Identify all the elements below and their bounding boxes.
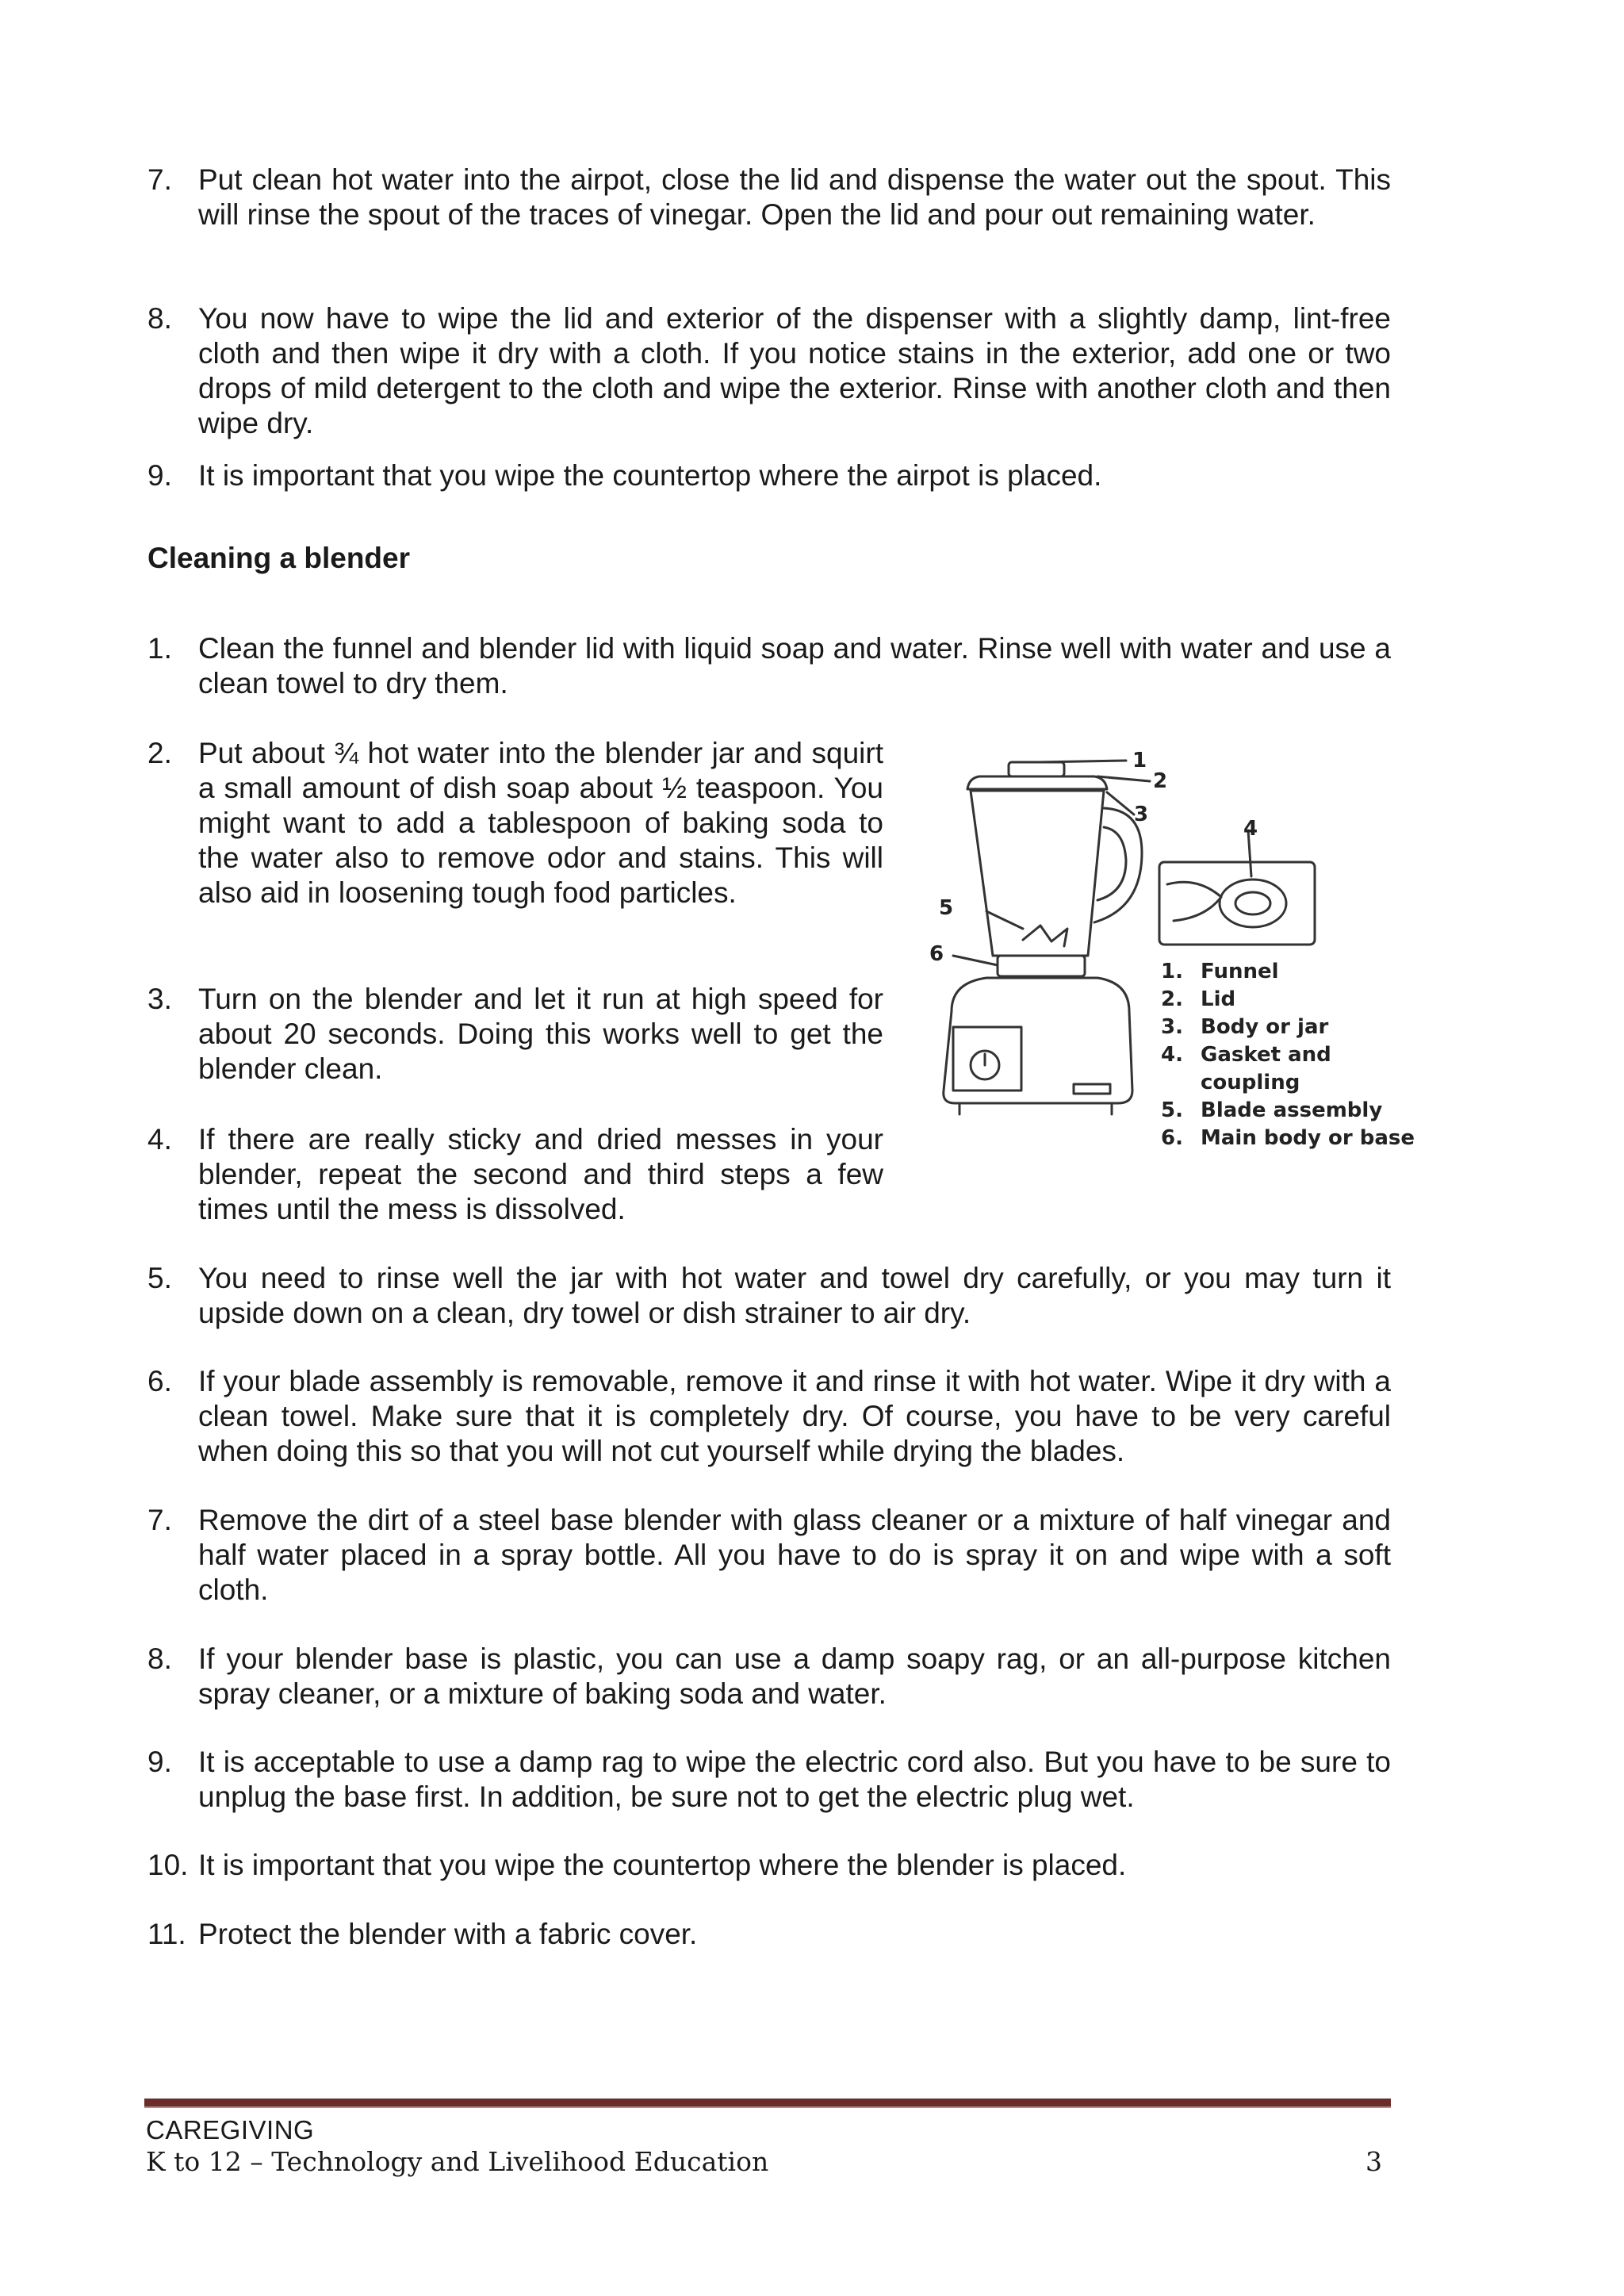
step-text: Protect the blender with a fabric cover. [198, 1918, 698, 1950]
step-number: 5. [147, 1262, 172, 1294]
step-number: 3. [147, 983, 172, 1015]
blender-step-6 [147, 1364, 1391, 1469]
legend-number: 5. [1161, 1098, 1183, 1122]
airpot-step-9 [147, 458, 1391, 493]
jar-handle-inner-shape [1097, 827, 1126, 900]
step-text: If there are really sticky and dried messes in your blender, repeat the second and third steps a few times until the mess is dissolved. [198, 1123, 883, 1225]
step-number: 8. [147, 302, 172, 335]
blender-step-7 [147, 1503, 1391, 1608]
step-number: 6. [147, 1365, 172, 1397]
step-number: 2. [147, 737, 172, 769]
step-text: If your blender base is plastic, you can use a damp soapy rag, or an all-purpose kitchen spray cleaner, or a mixture of baking soda and water. [198, 1642, 1391, 1710]
gasket-shape [1220, 880, 1286, 927]
legend-number: 4. [1161, 1043, 1183, 1067]
legend-label: Blade assembly [1201, 1098, 1383, 1122]
gasket-inset-shape [1159, 862, 1315, 945]
step-number: 10. [147, 1849, 189, 1881]
funnel-shape [1009, 762, 1064, 776]
blender-step-1 [147, 631, 1391, 701]
step-number: 4. [147, 1123, 172, 1156]
legend-label: Lid [1201, 987, 1236, 1011]
section-heading: Cleaning a blender [147, 542, 411, 574]
step-text: Remove the dirt of a steel base blender with glass cleaner or a mixture of half vinegar and half water placed in a spray bottle. All you have to do is spray it on and wipe with a soft cloth. [198, 1504, 1391, 1606]
blender-step-9 [147, 1745, 1391, 1815]
step-text: You need to rinse well the jar with hot water and towel dry carefully, or you may turn it upside down on a clean, dry towel or dish strainer to air dry. [198, 1262, 1391, 1329]
footer-divider [144, 2099, 1391, 2108]
legend-number: 2. [1161, 987, 1183, 1011]
callout-4: 4 [1243, 817, 1258, 841]
page-number: 3 [1365, 2146, 1382, 2177]
blender-step-10 [147, 1848, 1391, 1883]
blender-step-2 [147, 736, 883, 910]
callout-5: 5 [939, 896, 954, 920]
coupling-shape [998, 956, 1085, 976]
blender-step-5 [147, 1261, 1391, 1331]
callout-6: 6 [929, 942, 944, 966]
legend-item [1161, 986, 1415, 1014]
step-number: 11. [147, 1918, 186, 1950]
step-text: It is acceptable to use a damp rag to wipe the electric cord also. But you have to be sure to unplug the base first. In addition, be sure not to get the electric plug wet. [198, 1746, 1391, 1813]
step-text: It is important that you wipe the countertop where the blender is placed. [198, 1849, 1127, 1881]
step-number: 9. [147, 1746, 172, 1778]
legend-number: 1. [1161, 960, 1183, 983]
blade-shape [1023, 926, 1067, 946]
blender-step-8 [147, 1642, 1391, 1711]
legend-label: coupling [1201, 1071, 1300, 1094]
step-text: Clean the funnel and blender lid with liquid soap and water. Rinse well with water and use a clean towel to dry them. [198, 632, 1391, 700]
step-number: 8. [147, 1642, 172, 1675]
airpot-step-7 [147, 163, 1391, 232]
step-text: You now have to wipe the lid and exterior of the dispenser with a slightly damp, lint-free cloth and then wipe it dry with a cloth. If you notice stains in the exterior, add one or two drops of mild detergent to the cloth and wipe the exterior. Rinse with another cloth and then wipe dry. [198, 302, 1391, 439]
legend-item [1161, 1125, 1415, 1152]
footer-subtitle: K to 12 – Technology and Livelihood Education [146, 2146, 769, 2177]
step-number: 7. [147, 1504, 172, 1536]
lid-shape [967, 776, 1107, 789]
jar-shape [971, 791, 1104, 956]
legend-item [1161, 958, 1415, 986]
blender-step-11 [147, 1917, 1391, 1952]
legend-label: Main body or base [1201, 1126, 1415, 1150]
blender-step-4 [147, 1122, 883, 1227]
legend-label: Gasket and [1201, 1043, 1331, 1067]
step-number: 7. [147, 163, 172, 196]
legend-item [1161, 1041, 1415, 1069]
control-panel-shape [953, 1027, 1021, 1091]
legend-label: Funnel [1201, 960, 1279, 983]
legend-item [1161, 1014, 1415, 1041]
step-text: It is important that you wipe the countertop where the airpot is placed. [198, 459, 1102, 492]
brand-plate-shape [1074, 1084, 1110, 1094]
callout-2: 2 [1153, 769, 1168, 793]
legend-number: 3. [1161, 1015, 1183, 1039]
legend-item-continuation [1161, 1069, 1415, 1097]
step-text: Turn on the blender and let it run at high speed for about 20 seconds. Doing this works well to get the blender clean. [198, 983, 883, 1085]
step-text: Put about ¾ hot water into the blender jar and squirt a small amount of dish soap about ½ teaspoon. You might want to add a tablespoon of baking soda to the water also to remove odor and stains. This will also aid in loosening tough food particles. [198, 737, 883, 909]
callout-3: 3 [1134, 803, 1149, 826]
airpot-step-8 [147, 301, 1391, 441]
step-number: 9. [147, 459, 172, 492]
step-number: 1. [147, 632, 172, 665]
legend-item [1161, 1097, 1415, 1125]
step-text: Put clean hot water into the airpot, close the lid and dispense the water out the spout. This will rinse the spout of the traces of vinegar. Open the lid and pour out remaining water. [198, 163, 1391, 231]
legend-number: 6. [1161, 1126, 1183, 1150]
step-text: If your blade assembly is removable, remove it and rinse it with hot water. Wipe it dry with a clean towel. Make sure that it is completely dry. Of course, you have to be very careful when doing this so that you will not cut yourself while drying the blades. [198, 1365, 1391, 1467]
legend-label: Body or jar [1201, 1015, 1329, 1039]
footer-brand: CAREGIVING [146, 2115, 315, 2145]
blender-step-3 [147, 982, 883, 1087]
callout-1: 1 [1132, 749, 1147, 772]
diagram-legend [1161, 958, 1415, 1152]
